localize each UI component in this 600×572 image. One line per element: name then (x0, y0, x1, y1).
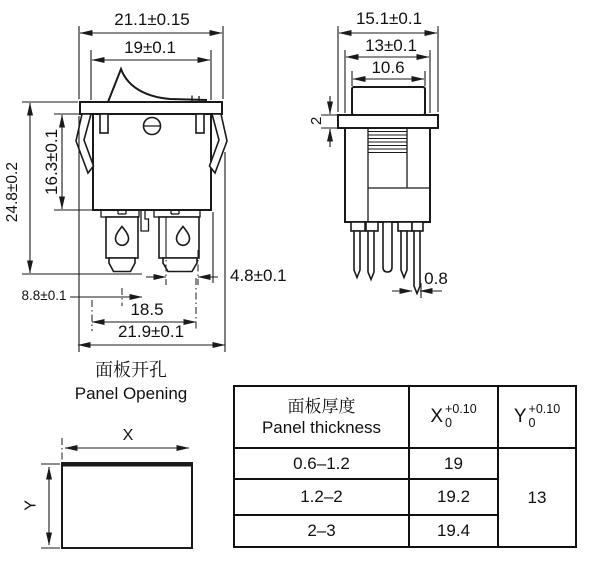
dim-label-front-width-top: 21.1±0.15 (114, 10, 190, 29)
table-cell-x-row2: 19.2 (410, 480, 499, 516)
dim-label-side-width-top: 15.1±0.1 (355, 9, 423, 28)
panel-opening-title-zh: 面板开孔 (95, 360, 167, 380)
panel-opening-x-label: X (122, 427, 134, 444)
table-header-y (499, 387, 575, 449)
table-cell-thickness-row1: 0.6–1.2 (235, 449, 410, 480)
y-tolerance-base: Y (513, 406, 527, 427)
header-thickness-zh: 面板厚度 (287, 396, 356, 416)
table-cell-x-row3: 19.4 (410, 516, 499, 546)
panel-opening-rect (62, 463, 192, 548)
table-header-thickness (235, 387, 410, 449)
x-tolerance-lower: 0 (445, 416, 452, 430)
dim-label-flange-thickness: 2 (308, 116, 326, 126)
table-cell-thickness-row2: 1.2–2 (235, 480, 410, 516)
y-tolerance-lower: 0 (528, 416, 536, 430)
panel-opening-title-en: Panel Opening (74, 384, 188, 403)
side-view-switch-outline (338, 87, 438, 294)
table-cell-y-value: 13 (527, 487, 547, 507)
dim-label-front-height-total: 24.8±0.2 (3, 162, 21, 223)
front-view-terminals (101, 210, 200, 272)
dim-label-front-width-bottom: 21.9±0.1 (117, 322, 185, 341)
table-cell-x-row1: 19 (410, 449, 499, 480)
dim-label-pin-span: 18.5 (130, 300, 164, 319)
header-thickness-en: Panel thickness (261, 418, 382, 437)
front-flange (80, 102, 222, 114)
front-view-switch-outline (76, 69, 227, 210)
y-tolerance-upper: +0.10 (528, 402, 561, 417)
dim-label-terminal-offset: 8.8±0.1 (21, 288, 67, 303)
dim-label-side-width-button: 10.6 (371, 58, 405, 77)
table-cell-thickness-row3: 2–3 (235, 516, 410, 546)
dim-label-side-width-body: 13±0.1 (365, 36, 417, 55)
table-header-x (410, 387, 499, 449)
dim-label-front-height-body: 16.3±0.1 (42, 128, 62, 195)
dim-label-pin-thickness: 0.8 (424, 269, 448, 288)
side-flange (338, 115, 438, 128)
panel-thickness-table (233, 385, 577, 548)
right-mount-clip (210, 114, 228, 173)
panel-opening-diagram (41, 438, 192, 548)
side-button (352, 87, 425, 115)
x-tolerance-upper: +0.10 (445, 402, 477, 417)
panel-opening-y-label: Y (22, 500, 40, 511)
dim-label-terminal-width: 4.8±0.1 (230, 266, 287, 285)
side-view-pins (351, 222, 423, 294)
snap-ribs (368, 132, 407, 153)
x-tolerance-base: X (430, 406, 444, 427)
dim-label-front-width-inner: 19±0.1 (124, 38, 176, 57)
